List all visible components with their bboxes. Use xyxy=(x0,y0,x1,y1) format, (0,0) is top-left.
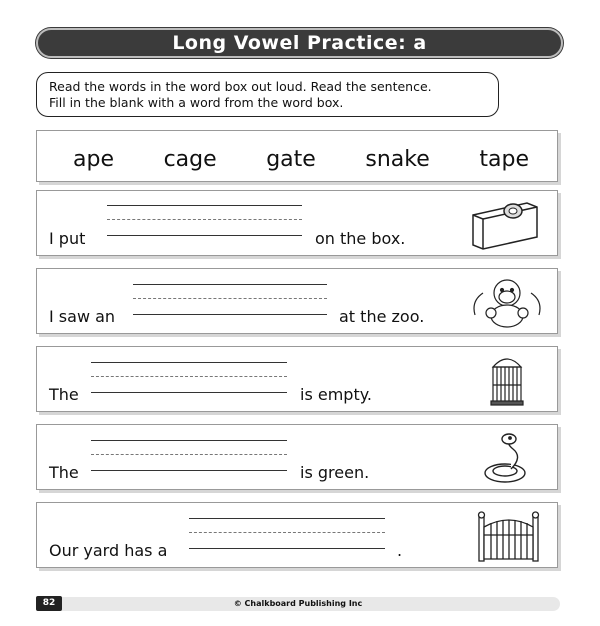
word-box xyxy=(36,130,558,182)
instructions-line-1: Read the words in the word box out loud. Read the sentence. xyxy=(49,79,432,94)
gate-icon xyxy=(469,509,549,563)
sentence-end: on the box. xyxy=(315,229,406,248)
sentence-row-5 xyxy=(36,502,558,568)
sentence-row-2 xyxy=(36,268,558,334)
word-box-word: tape xyxy=(479,146,529,172)
sentence-end: . xyxy=(397,541,403,560)
sentence-start: Our yard has a xyxy=(49,541,168,560)
footer-bar xyxy=(36,597,560,611)
word-box-word: ape xyxy=(73,146,114,172)
answer-blank[interactable] xyxy=(91,440,287,470)
instructions-box xyxy=(36,72,499,117)
sentence-start: I put xyxy=(49,229,86,248)
page-title: Long Vowel Practice: a xyxy=(36,28,563,58)
answer-blank[interactable] xyxy=(107,205,302,235)
sentence-end: is green. xyxy=(300,463,370,482)
sentence-row-4 xyxy=(36,424,558,490)
answer-blank[interactable] xyxy=(133,284,327,314)
sentence-start: The xyxy=(49,463,79,482)
snake-icon xyxy=(467,431,547,485)
word-box-word: gate xyxy=(266,146,316,172)
word-box-word: cage xyxy=(163,146,217,172)
word-box-word: snake xyxy=(365,146,430,172)
tape-dispenser-icon xyxy=(465,197,545,251)
sentence-end: is empty. xyxy=(300,385,372,404)
sentence-row-1 xyxy=(36,190,558,256)
page-number: 82 xyxy=(36,596,62,611)
instructions-line-2: Fill in the blank with a word from the word box. xyxy=(49,95,344,110)
birdcage-icon xyxy=(467,353,547,407)
sentence-start: I saw an xyxy=(49,307,116,326)
answer-blank[interactable] xyxy=(189,518,385,548)
ape-icon xyxy=(467,275,547,329)
sentence-row-3 xyxy=(36,346,558,412)
answer-blank[interactable] xyxy=(91,362,287,392)
sentence-end: at the zoo. xyxy=(339,307,425,326)
sentence-start: The xyxy=(49,385,79,404)
publisher-credit: © Chalkboard Publishing Inc xyxy=(233,599,363,608)
